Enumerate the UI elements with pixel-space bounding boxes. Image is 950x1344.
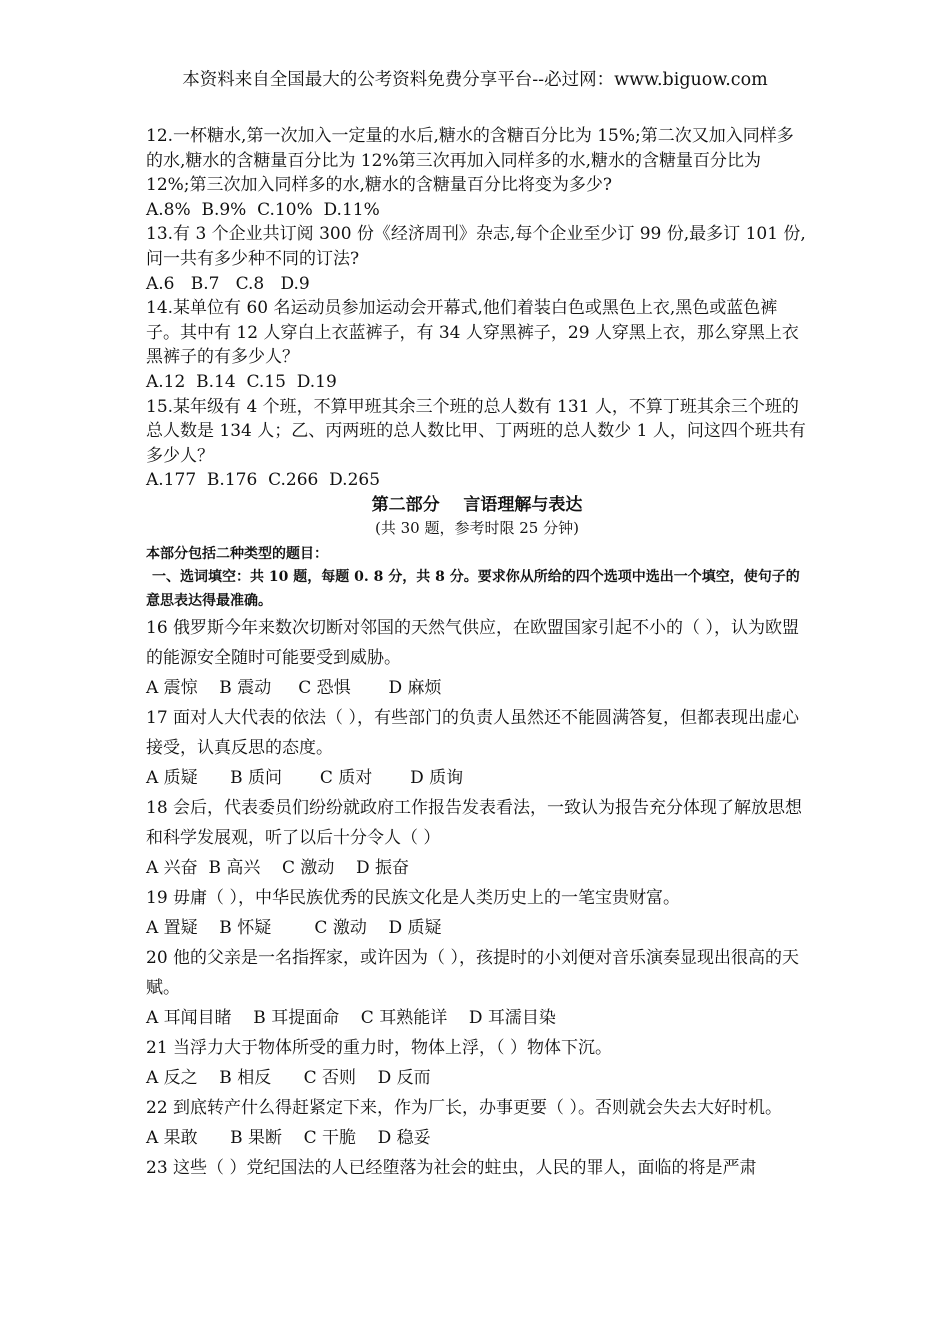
question-13: 13.有 3 个企业共订阅 300 份《经济周刊》杂志,每个企业至少订 99 份,最多订 101 份,问一共有多少种不同的订法? — [146, 224, 806, 269]
question-22-options: A 果敢 B 果断 C 干脆 D 稳妥 — [146, 1127, 431, 1148]
question-12: 12.一杯糖水,第一次加入一定量的水后,糖水的含糖百分比为 15%;第二次又加入同样多的水,糖水的含糖量百分比为 12%第三次再加入同样多的水,糖水的含糖量百分比为 12%;第三次加入同样多的水,糖水的含糖量百分比将变为多少? — [146, 126, 794, 196]
question-19: 19 毋庸（ ），中华民族优秀的民族文化是人类历史上的一笔宝贵财富。 — [146, 887, 680, 908]
section-intro: 本部分包括二种类型的题目： — [146, 545, 328, 562]
question-20-options: A 耳闻目睹 B 耳提面命 C 耳熟能详 D 耳濡目染 — [146, 1007, 556, 1028]
question-15-options: A.177 B.176 C.266 D.265 — [146, 470, 381, 491]
question-16-options: A 震惊 B 震动 C 恐惧 D 麻烦 — [146, 677, 442, 698]
question-12-options: A.8% B.9% C.10% D.11% — [146, 199, 380, 220]
question-18: 18 会后，代表委员们纷纷就政府工作报告发表看法，一致认为报告充分体现了解放思想和科学发展观，听了以后十分令人（ ） — [146, 797, 803, 848]
question-16: 16 俄罗斯今年来数次切断对邻国的天然气供应，在欧盟国家引起不小的（ ），认为欧盟的能源安全随时可能要受到威胁。 — [146, 617, 799, 668]
document-body — [146, 124, 808, 1183]
question-17-options: A 质疑 B 质问 C 质对 D 质询 — [146, 767, 464, 788]
question-22: 22 到底转产什么得赶紧定下来，作为厂长，办事更要（ ）。否则就会失去大好时机。 — [146, 1097, 782, 1118]
question-20: 20 他的父亲是一名指挥家，或许因为（ ），孩提时的小刘便对音乐演奏显现出很高的天赋。 — [146, 947, 799, 998]
question-17: 17 面对人大代表的依法（ ），有些部门的负责人虽然还不能圆满答复，但都表现出虚心接受，认真反思的态度。 — [146, 707, 799, 758]
question-14: 14.某单位有 60 名运动员参加运动会开幕式,他们着装白色或黑色上衣,黑色或蓝色裤子。其中有 12 人穿白上衣蓝裤子，有 34 人穿黑裤子，29 人穿黑上衣，那么穿黑上衣黑裤子的有多少人？ — [146, 298, 799, 368]
question-18-options: A 兴奋 B 高兴 C 激动 D 振奋 — [146, 857, 410, 878]
question-15: 15.某年级有 4 个班，不算甲班其余三个班的总人数有 131 人，不算丁班其余三个班的总人数是 134 人；乙、丙两班的总人数比甲、丁两班的总人数少 1 人，问这四个班共有多少人？ — [146, 396, 806, 466]
question-23: 23 这些（ ）党纪国法的人已经堕落为社会的蛀虫，人民的罪人，面临的将是严肃 — [146, 1157, 757, 1178]
section-instruction: 一、选词填空：共 10 题，每题 0. 8 分，共 8 分。要求你从所给的四个选项中选出一个填空，使句子的意思表达得最准确。 — [146, 568, 800, 609]
section-subtitle: (共 30 题，参考时限 25 分钟) — [375, 518, 579, 537]
question-21: 21 当浮力大于物体所受的重力时，物体上浮，（ ）物体下沉。 — [146, 1037, 612, 1058]
question-19-options: A 置疑 B 怀疑 C 激动 D 质疑 — [146, 917, 442, 938]
section-title: 第二部分 言语理解与表达 — [371, 494, 583, 515]
page-header: 本资料来自全国最大的公考资料免费分享平台--必过网：www.biguow.com — [182, 70, 768, 90]
question-14-options: A.12 B.14 C.15 D.19 — [146, 371, 337, 392]
question-21-options: A 反之 B 相反 C 否则 D 反而 — [146, 1067, 431, 1088]
question-13-options: A.6 B.7 C.8 D.9 — [146, 273, 310, 294]
